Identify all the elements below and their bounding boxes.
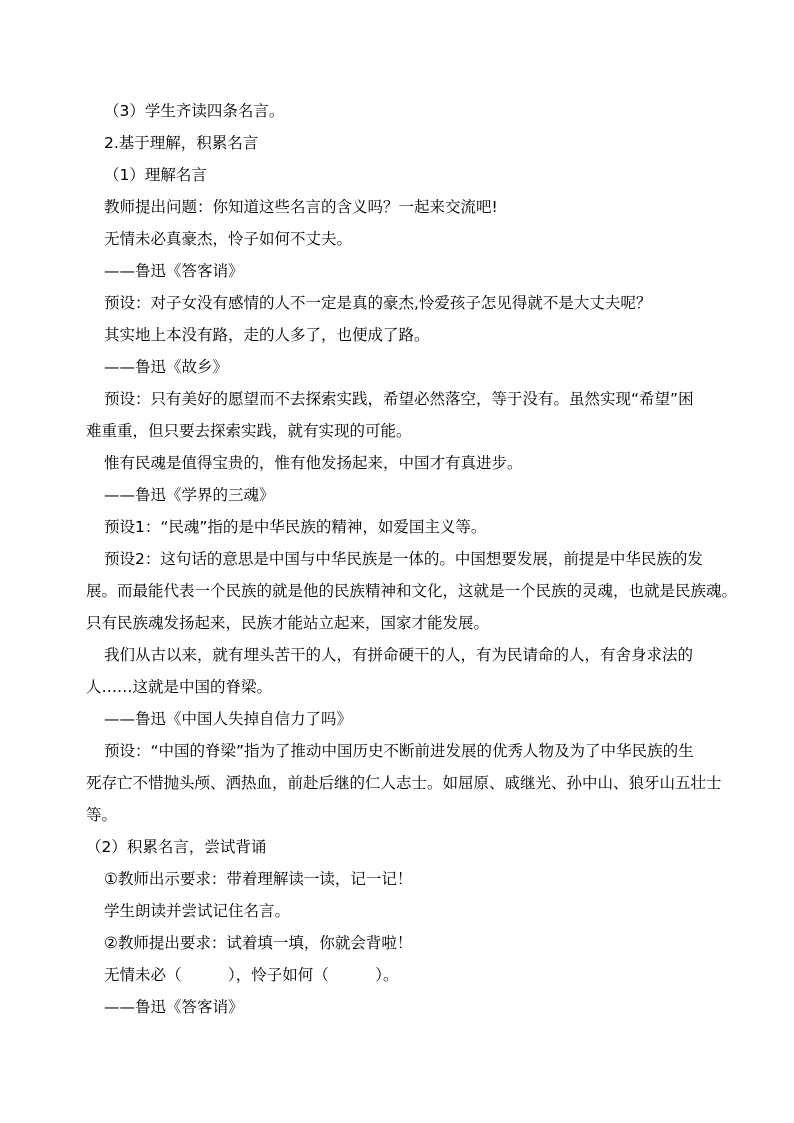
fill-in-blank-source: ——鲁迅《答客诮》 <box>104 998 244 1016</box>
fill-in-blank: 无情未必（ ），怜子如何（ ）。 <box>104 966 399 984</box>
step-3-text: （3）学生齐读四条名言。 <box>104 102 285 120</box>
quote-4-line-2: 人……这就是中国的脊梁。 <box>86 678 273 696</box>
preset-2-line-2: 难重重，但只要去探索实践，就有实现的可能。 <box>86 422 412 440</box>
preset-3b-line-3: 只有民族魂发扬起来，民族才能站立起来，国家才能发展。 <box>86 614 490 632</box>
student-reading: 学生朗读并尝试记住名言。 <box>104 902 291 920</box>
quote-1-source: ——鲁迅《答客诮》 <box>104 262 244 280</box>
quote-2-source: ——鲁迅《故乡》 <box>104 358 229 376</box>
quote-4-line-1: 我们从古以来，就有埋头苦干的人，有拼命硬干的人，有为民请命的人，有舍身求法的 <box>104 646 694 664</box>
preset-4-line-3: 等。 <box>86 806 118 824</box>
preset-4-line-1: 预设：“中国的脊梁”指为了推动中国历史不断前进发展的优秀人物及为了中华民族的生 <box>104 742 694 760</box>
section-heading: 2.基于理解，积累名言 <box>104 134 259 152</box>
teacher-instruction-1: ①教师出示要求：带着理解读一读，记一记！ <box>104 870 413 888</box>
subheading-understand: （1）理解名言 <box>104 166 207 184</box>
quote-3: 惟有民魂是值得宝贵的，惟有他发扬起来，中国才有真进步。 <box>104 454 523 472</box>
preset-2-line-1: 预设：只有美好的愿望而不去探索实践，希望必然落空，等于没有。虽然实现“希望”困 <box>104 390 694 408</box>
preset-4-line-2: 死存亡不惜抛头颅、洒热血，前赴后继的仁人志士。如屈原、戚继光、孙中山、狼牙山五壮士 <box>86 774 722 792</box>
teacher-question: 教师提出问题：你知道这些名言的含义吗？一起来交流吧! <box>104 198 498 216</box>
quote-2: 其实地上本没有路，走的人多了，也便成了路。 <box>104 326 430 344</box>
preset-3b-line-2: 展。而最能代表一个民族的就是他的民族精神和文化，这就是一个民族的灵魂，也就是民族魂。 <box>86 582 738 600</box>
preset-3b-line-1: 预设2：这句话的意思是中国与中华民族是一体的。中国想要发展，前提是中华民族的发 <box>104 550 703 568</box>
subheading-accumulate: （2）积累名言，尝试背诵 <box>86 838 267 856</box>
quote-1: 无情未必真豪杰，怜子如何不丈夫。 <box>104 230 353 248</box>
preset-3a: 预设1：“民魂”指的是中华民族的精神，如爱国主义等。 <box>104 518 487 536</box>
preset-1: 预设：对子女没有感情的人不一定是真的豪杰,怜爱孩子怎见得就不是大丈夫呢？ <box>104 294 652 312</box>
quote-4-source: ——鲁迅《中国人失掉自信力了吗》 <box>104 710 353 728</box>
teacher-instruction-2: ②教师提出要求：试着填一填，你就会背啦！ <box>104 934 413 952</box>
quote-3-source: ——鲁迅《学界的三魂》 <box>104 486 275 504</box>
